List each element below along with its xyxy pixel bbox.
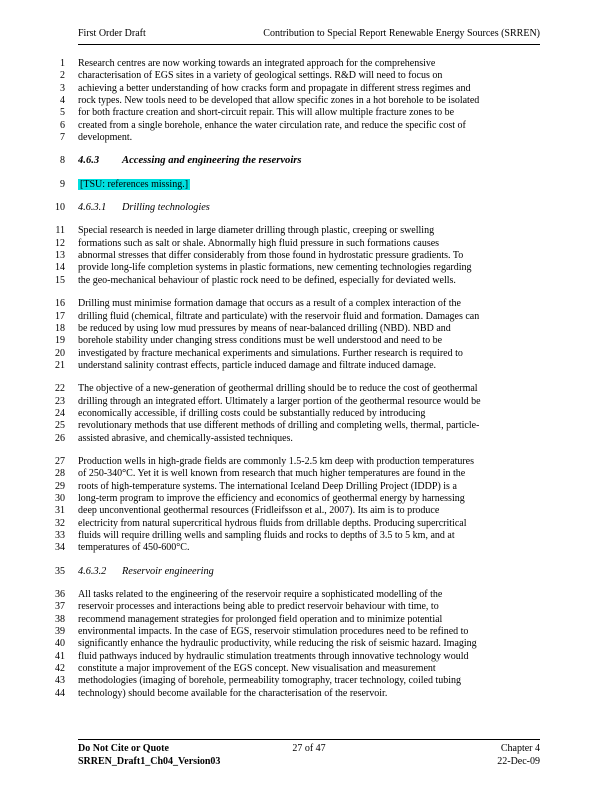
document-line (45, 468, 540, 480)
document-body (45, 58, 540, 700)
line-text: drilling through an integrated effort. Ultimately a larger portion of the geothermal resource would be (78, 395, 481, 407)
document-line (45, 202, 540, 214)
document-line (45, 518, 540, 530)
document-line (45, 107, 540, 119)
footer-notice: Do Not Cite or Quote (78, 743, 169, 754)
document-line (45, 638, 540, 650)
paragraph (45, 298, 540, 372)
line-number: 4 (60, 95, 65, 107)
document-line (45, 601, 540, 613)
page-footer (45, 735, 540, 768)
line-text: rock types. New tools need to be developed that allow specific zones in a hot borehole to be isolated (78, 95, 480, 107)
line-text: recommend management strategies for prolonged field operation and to minimize potential (78, 613, 443, 625)
line-text: methodologies (imaging of borehole, permeability tomography, tracer technology, coiled tubing (78, 675, 462, 687)
line-number: 17 (55, 310, 65, 322)
line-text: assisted abrasive, and chemically-assisted techniques. (78, 432, 293, 444)
document-line (45, 530, 540, 542)
document-line (45, 311, 540, 323)
line-number: 42 (55, 663, 65, 675)
footer-page-number: 27 of 47 (292, 743, 326, 754)
line-number: 34 (55, 542, 65, 554)
document-line (45, 542, 540, 554)
line-number: 44 (55, 687, 65, 699)
line-number: 16 (55, 298, 65, 310)
header-rule (78, 44, 540, 45)
line-text: Research centres are now working towards an integrated approach for the comprehensive (78, 58, 436, 69)
line-text: long-term program to improve the efficiency and economics of geothermal energy by harnessing (78, 492, 465, 504)
line-number: 24 (55, 407, 65, 419)
document-line (45, 132, 540, 144)
line-number: 21 (55, 359, 65, 371)
document-line (45, 383, 540, 395)
line-text: fluid pathways induced by hydraulic stimulation treatments through innovative technology would (78, 650, 469, 662)
line-number: 14 (55, 262, 65, 274)
document-line (45, 155, 540, 167)
document-line (45, 408, 540, 420)
document-line (45, 95, 540, 107)
line-text: provide long-life completion systems in plastic formations, new cementing technologies regarding (78, 262, 472, 274)
document-line (45, 420, 540, 432)
line-number: 28 (55, 468, 65, 480)
line-number: 19 (55, 335, 65, 347)
document-line (45, 120, 540, 132)
line-text: achieving a better understanding of how cracks form and propagate in different stress regimes and (78, 82, 471, 94)
line-text: formations such as salt or shale. Abnormally high fluid pressure in such formations causes (78, 237, 440, 249)
line-number: 1 (60, 58, 65, 69)
line-number: 10 (55, 202, 65, 214)
footer-rule (78, 739, 540, 740)
header-draft-status: First Order Draft (78, 28, 146, 39)
line-number: 43 (55, 675, 65, 687)
document-line (45, 335, 540, 347)
line-number: 9 (60, 178, 65, 190)
document-line (45, 70, 540, 82)
line-text: characterisation of EGS sites in a variety of geological settings. R&D will need to focus on (78, 70, 443, 82)
line-number: 13 (55, 250, 65, 262)
document-line (45, 566, 540, 578)
line-number: 2 (60, 70, 65, 82)
line-text: created from a single borehole, enhance the water circulation rate, and reduce the specific cost of (78, 119, 466, 131)
line-text: drilling fluid (chemical, filtrate and particulate) with the reservoir fluid and formation. Damages can (78, 310, 480, 322)
line-text: economically accessible, if drilling costs could be substantially reduced by introducing (78, 407, 426, 419)
line-text: The objective of a new-generation of geothermal drilling should be to reduce the cost of geothermal (78, 383, 478, 395)
line-text: Special research is needed in large diameter drilling through plastic, creeping or swelling (78, 225, 435, 237)
document-line (45, 589, 540, 601)
footer-date: 22-Dec-09 (497, 755, 540, 767)
line-number: 32 (55, 517, 65, 529)
line-text: the geo-mechanical behaviour of plastic rock need to be defined, especially for deviated wells. (78, 274, 456, 286)
line-number: 26 (55, 432, 65, 444)
document-line (45, 614, 540, 626)
line-number: 7 (60, 132, 65, 144)
line-text: fluids will require drilling wells and sampling fluids and rocks to depths of 3.5 to 5 km, and at (78, 530, 455, 541)
line-text: revolutionary methods that use different methods of drilling and completing wells, thermal, particle- (78, 420, 480, 432)
document-line (45, 360, 540, 372)
document-line (45, 626, 540, 638)
document-line (45, 505, 540, 517)
document-line (45, 250, 540, 262)
document-line (45, 298, 540, 310)
line-text: Drilling must minimise formation damage that occurs as a result of a complex interaction of the (78, 298, 461, 310)
document-line (45, 396, 540, 408)
tsu-note (45, 179, 540, 191)
line-number: 15 (55, 274, 65, 286)
footer-row-1 (78, 743, 540, 756)
line-number: 18 (55, 322, 65, 334)
line-text: of 250-340°C. Yet it is well known from research that much higher temperatures are found in the (78, 468, 466, 480)
line-text: borehole stability under changing stress conditions must be well understood and need to be (78, 335, 443, 347)
document-line (45, 58, 540, 70)
document-line (45, 238, 540, 250)
line-number: 6 (60, 119, 65, 131)
document-line (45, 275, 540, 287)
line-number: 31 (55, 505, 65, 517)
line-number: 29 (55, 480, 65, 492)
document-line (45, 83, 540, 95)
line-text: electricity from natural supercritical hydrous fluids from drillable depths. Producing supercritical (78, 517, 467, 529)
document-line (45, 225, 540, 237)
line-text: abnormal stresses that differ considerably from those found in hydrostatic pressure gradients. To (78, 250, 464, 262)
line-text: 4.6.3.2 Reservoir engineering (78, 565, 214, 577)
line-number: 12 (55, 237, 65, 249)
section-heading (45, 566, 540, 578)
heading-number: 4.6.3.2 (78, 565, 107, 577)
section-heading (45, 155, 540, 167)
line-text: deep unconventional geothermal resources (Fridleifsson et al., 2007). Its aim is to produce (78, 505, 440, 517)
line-number: 25 (55, 420, 65, 432)
line-text: investigated by fracture mechanical experiments and simulations. Further research is required to (78, 347, 463, 359)
page-header (78, 28, 540, 40)
document-line (45, 456, 540, 468)
heading-number: 4.6.3 (78, 155, 100, 167)
line-text: temperatures of 450-600°C. (78, 542, 190, 554)
footer-document-id: SRREN_Draft1_Ch04_Version03 (78, 755, 221, 767)
line-number: 40 (55, 638, 65, 650)
line-number: 20 (55, 347, 65, 359)
line-number: 11 (55, 225, 65, 237)
line-number: 37 (55, 601, 65, 613)
highlighted-note-text: [TSU: references missing.] (80, 178, 189, 190)
footer-chapter: Chapter 4 (500, 743, 540, 754)
line-number: 27 (55, 455, 65, 467)
line-text: reservoir processes and interactions being able to predict reservoir behaviour with time, to (78, 601, 439, 613)
line-number: 5 (60, 107, 65, 119)
line-number: 8 (60, 155, 65, 167)
line-text: understand salinity contrast effects, particle induced damage and filtrate induced damage. (78, 359, 437, 371)
document-line (45, 493, 540, 505)
line-text: Production wells in high-grade fields are commonly 1.5-2.5 km deep with production temperatures (78, 455, 475, 467)
paragraph (45, 456, 540, 555)
line-text: 4.6.3.1 Drilling technologies (78, 202, 210, 214)
line-number: 38 (55, 613, 65, 625)
line-number: 35 (55, 565, 65, 577)
footer-row-2 (78, 756, 540, 769)
document-line (45, 651, 540, 663)
document-line (45, 675, 540, 687)
paragraph (45, 225, 540, 287)
document-line (45, 348, 540, 360)
section-heading (45, 202, 540, 214)
line-number: 41 (55, 650, 65, 662)
paragraph (45, 383, 540, 445)
line-text: roots of high-temperature systems. The international Iceland Deep Drilling Project (IDDP) is a (78, 480, 457, 492)
line-text: 4.6.3 Accessing and engineering the reservoirs (78, 155, 302, 167)
line-number: 39 (55, 626, 65, 638)
document-line (45, 688, 540, 700)
document-line (45, 262, 540, 274)
document-line (45, 481, 540, 493)
line-number: 30 (55, 492, 65, 504)
line-text: environmental impacts. In the case of EGS, reservoir stimulation procedures need to be refined to (78, 626, 469, 638)
header-report-title: Contribution to Special Report Renewable Energy Sources (SRREN) (263, 28, 540, 39)
paragraph (45, 589, 540, 700)
line-text: All tasks related to the engineering of the reservoir require a sophisticated modelling of the (78, 589, 443, 601)
document-line (45, 433, 540, 445)
line-number: 23 (55, 395, 65, 407)
line-text (78, 179, 540, 191)
line-number: 36 (55, 589, 65, 601)
heading-number: 4.6.3.1 (78, 202, 107, 214)
line-text: significantly enhance the hydraulic productivity, while reducing the risk of seismic hazard. Imaging (78, 638, 477, 650)
line-text: development. (78, 132, 133, 144)
line-text: constitute a major improvement of the EGS concept. New visualisation and measurement (78, 663, 436, 675)
paragraph (45, 58, 540, 144)
line-text: for both fracture creation and short-circuit repair. This will allow multiple fracture zones to be (78, 107, 455, 119)
line-text: technology) should become available for the characterisation of the reservoir. (78, 687, 388, 699)
line-number: 3 (60, 82, 65, 94)
line-number: 22 (55, 383, 65, 395)
line-number: 33 (55, 530, 65, 541)
document-line (45, 323, 540, 335)
document-line (45, 663, 540, 675)
document-line (45, 179, 540, 191)
line-text: be reduced by using low mud pressures by means of near-balanced drilling (NBD). NBD and (78, 322, 451, 334)
